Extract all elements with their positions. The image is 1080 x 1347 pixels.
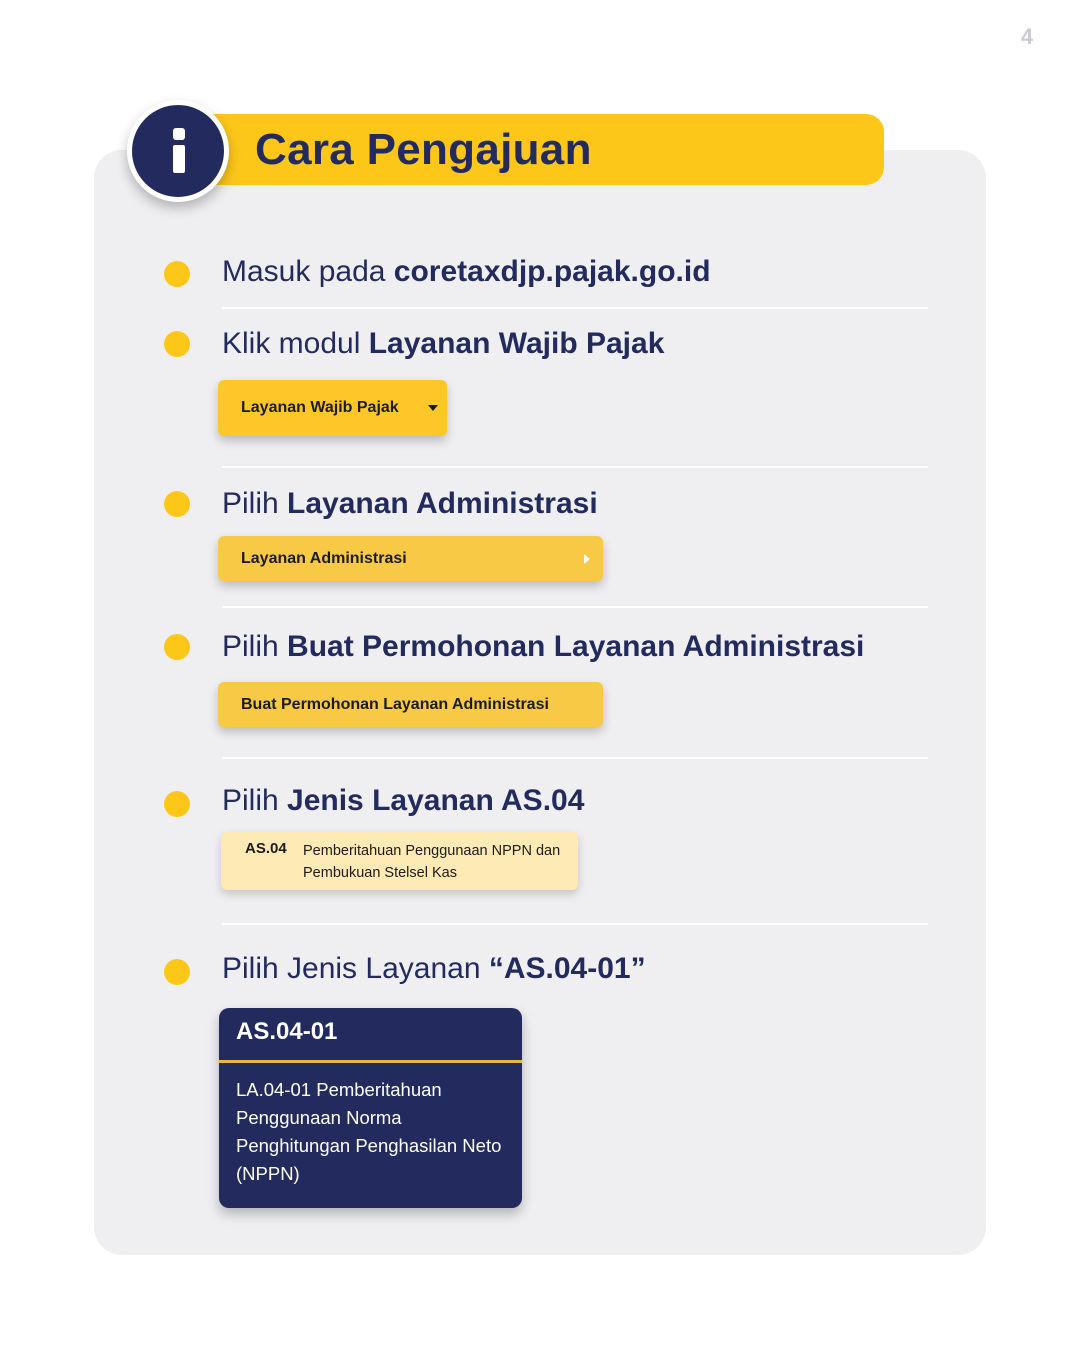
- page-title: Cara Pengajuan: [255, 125, 592, 174]
- step-4-text: Pilih Buat Permohonan Layanan Administrasi: [222, 630, 865, 663]
- service-card-title: AS.04-01: [236, 1018, 338, 1045]
- buat-permohonan-menu-item[interactable]: Buat Permohonan Layanan Administrasi: [218, 682, 603, 727]
- bullet-icon: [164, 491, 190, 517]
- divider: [222, 606, 928, 608]
- bullet-icon: [164, 634, 190, 660]
- caret-down-icon: [428, 405, 438, 411]
- layanan-administrasi-menu-item[interactable]: Layanan Administrasi: [218, 536, 603, 581]
- step-2-text: Klik modul Layanan Wajib Pajak: [222, 327, 665, 360]
- step-3-text: Pilih Layanan Administrasi: [222, 487, 598, 520]
- layanan-wajib-pajak-dropdown[interactable]: Layanan Wajib Pajak: [218, 380, 447, 436]
- divider: [222, 923, 928, 925]
- bullet-icon: [164, 331, 190, 357]
- service-card-description: LA.04-01 Pemberitahuan Penggunaan Norma Penghitungan Penghasilan Neto (NPPN): [236, 1079, 502, 1184]
- divider: [222, 757, 928, 759]
- page-number: 4: [1020, 24, 1034, 49]
- bullet-icon: [164, 959, 190, 985]
- divider: [219, 1060, 522, 1063]
- service-code: AS.04: [245, 840, 287, 857]
- step-6-text: Pilih Jenis Layanan “AS.04-01”: [222, 952, 646, 985]
- bullet-icon: [164, 261, 190, 287]
- service-option-as04[interactable]: [221, 832, 578, 890]
- chevron-right-icon: [584, 554, 590, 564]
- divider: [222, 466, 928, 468]
- bullet-icon: [164, 791, 190, 817]
- step-5-text: Pilih Jenis Layanan AS.04: [222, 784, 585, 817]
- divider: [222, 307, 928, 309]
- step-1-text: Masuk pada coretaxdjp.pajak.go.id: [222, 255, 711, 288]
- website-link[interactable]: coretaxdjp.pajak.go.id: [393, 255, 711, 288]
- service-description: Pemberitahuan Penggunaan NPPN dan Pembukuan Stelsel Kas: [303, 843, 561, 881]
- service-card-as04-01[interactable]: [219, 1008, 522, 1208]
- info-icon: [127, 100, 229, 202]
